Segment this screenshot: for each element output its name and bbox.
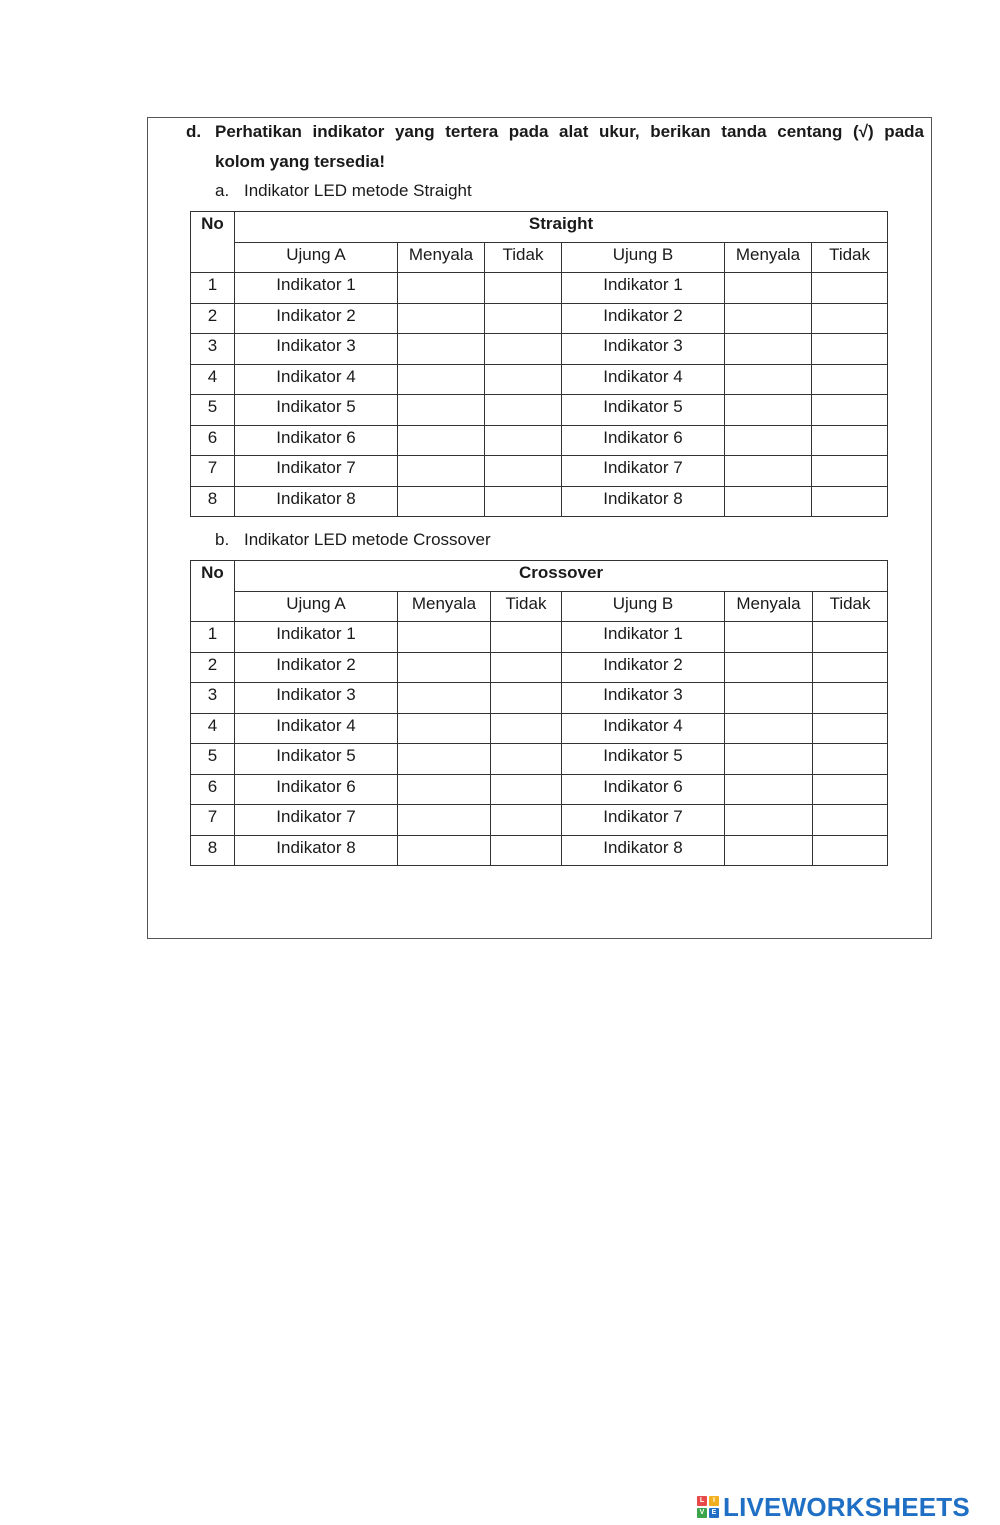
- ujung-b-cell: Indikator 2: [562, 652, 725, 683]
- tidak-b-checkbox-cell[interactable]: [812, 334, 888, 365]
- logo-text: LIVEWORKSHEETS: [723, 1491, 970, 1522]
- tidak-a-checkbox-cell[interactable]: [491, 713, 562, 744]
- col-ujung-a: Ujung A: [235, 242, 398, 273]
- menyala-b-checkbox-cell[interactable]: [725, 774, 813, 805]
- row-number: 3: [191, 334, 235, 365]
- ujung-b-cell: Indikator 7: [562, 805, 725, 836]
- row-number: 8: [191, 486, 235, 517]
- table-row: [191, 364, 888, 395]
- menyala-b-checkbox-cell[interactable]: [725, 683, 813, 714]
- ujung-b-cell: Indikator 7: [562, 456, 725, 487]
- menyala-a-checkbox-cell[interactable]: [398, 395, 485, 426]
- tidak-b-checkbox-cell[interactable]: [813, 744, 888, 775]
- menyala-b-checkbox-cell[interactable]: [725, 456, 812, 487]
- table-row: [191, 334, 888, 365]
- section-a-marker: a.: [215, 181, 230, 200]
- col-tidak-b: Tidak: [813, 591, 888, 622]
- menyala-a-checkbox-cell[interactable]: [398, 835, 491, 866]
- menyala-b-checkbox-cell[interactable]: [725, 395, 812, 426]
- menyala-a-checkbox-cell[interactable]: [398, 805, 491, 836]
- table-row: [191, 273, 888, 304]
- menyala-b-checkbox-cell[interactable]: [725, 364, 812, 395]
- ujung-b-cell: Indikator 5: [562, 395, 725, 426]
- table-row: [191, 456, 888, 487]
- ujung-a-cell: Indikator 8: [235, 486, 398, 517]
- row-number: 2: [191, 303, 235, 334]
- tidak-a-checkbox-cell[interactable]: [485, 364, 562, 395]
- table-row: [191, 652, 888, 683]
- ujung-a-cell: Indikator 7: [235, 456, 398, 487]
- tidak-a-checkbox-cell[interactable]: [491, 652, 562, 683]
- row-number: 5: [191, 395, 235, 426]
- ujung-b-cell: Indikator 2: [562, 303, 725, 334]
- menyala-a-checkbox-cell[interactable]: [398, 303, 485, 334]
- tidak-b-checkbox-cell[interactable]: [812, 425, 888, 456]
- table-row: [191, 303, 888, 334]
- logo-mark-letter: E: [709, 1508, 719, 1518]
- tidak-a-checkbox-cell[interactable]: [491, 683, 562, 714]
- tidak-b-checkbox-cell[interactable]: [813, 683, 888, 714]
- col-menyala-b: Menyala: [725, 591, 813, 622]
- table-row: [191, 805, 888, 836]
- straight-group-header: Straight: [235, 212, 888, 243]
- col-tidak-a: Tidak: [491, 591, 562, 622]
- tidak-a-checkbox-cell[interactable]: [485, 273, 562, 304]
- ujung-b-cell: Indikator 6: [562, 774, 725, 805]
- table-row: [191, 835, 888, 866]
- menyala-b-checkbox-cell[interactable]: [725, 303, 812, 334]
- menyala-a-checkbox-cell[interactable]: [398, 364, 485, 395]
- no-header: No: [191, 561, 235, 622]
- table-row: [191, 395, 888, 426]
- menyala-a-checkbox-cell[interactable]: [398, 652, 491, 683]
- row-number: 4: [191, 364, 235, 395]
- logo-mark-letter: I: [709, 1496, 719, 1506]
- menyala-b-checkbox-cell[interactable]: [725, 713, 813, 744]
- col-ujung-b: Ujung B: [562, 242, 725, 273]
- section-b-title: Indikator LED metode Crossover: [244, 530, 491, 549]
- tidak-a-checkbox-cell[interactable]: [485, 425, 562, 456]
- menyala-b-checkbox-cell[interactable]: [725, 835, 813, 866]
- tidak-a-checkbox-cell[interactable]: [491, 805, 562, 836]
- section-b-heading: [215, 530, 491, 550]
- row-number: 1: [191, 622, 235, 653]
- ujung-b-cell: Indikator 3: [562, 334, 725, 365]
- tidak-b-checkbox-cell[interactable]: [813, 652, 888, 683]
- menyala-a-checkbox-cell[interactable]: [398, 273, 485, 304]
- menyala-a-checkbox-cell[interactable]: [398, 456, 485, 487]
- ujung-b-cell: Indikator 1: [562, 273, 725, 304]
- instruction-line-2: kolom yang tersedia!: [215, 152, 386, 171]
- tidak-a-checkbox-cell[interactable]: [485, 334, 562, 365]
- table-row: [191, 774, 888, 805]
- ujung-a-cell: Indikator 6: [235, 774, 398, 805]
- ujung-a-cell: Indikator 4: [235, 364, 398, 395]
- tidak-a-checkbox-cell[interactable]: [485, 303, 562, 334]
- ujung-b-cell: Indikator 8: [562, 835, 725, 866]
- instruction-marker: d.: [186, 122, 202, 141]
- tidak-a-checkbox-cell[interactable]: [491, 774, 562, 805]
- ujung-b-cell: Indikator 3: [562, 683, 725, 714]
- ujung-a-cell: Indikator 4: [235, 713, 398, 744]
- table-row: [191, 622, 888, 653]
- no-header: No: [191, 212, 235, 273]
- menyala-a-checkbox-cell[interactable]: [398, 622, 491, 653]
- ujung-a-cell: Indikator 8: [235, 835, 398, 866]
- col-menyala-a: Menyala: [398, 242, 485, 273]
- menyala-a-checkbox-cell[interactable]: [398, 334, 485, 365]
- ujung-b-cell: Indikator 8: [562, 486, 725, 517]
- menyala-a-checkbox-cell[interactable]: [398, 683, 491, 714]
- row-number: 4: [191, 713, 235, 744]
- tidak-a-checkbox-cell[interactable]: [485, 395, 562, 426]
- menyala-a-checkbox-cell[interactable]: [398, 486, 485, 517]
- menyala-b-checkbox-cell[interactable]: [725, 805, 813, 836]
- tidak-b-checkbox-cell[interactable]: [812, 486, 888, 517]
- ujung-b-cell: Indikator 5: [562, 744, 725, 775]
- column-header-row: [191, 591, 888, 622]
- tidak-b-checkbox-cell[interactable]: [812, 273, 888, 304]
- tidak-b-checkbox-cell[interactable]: [812, 364, 888, 395]
- ujung-a-cell: Indikator 2: [235, 303, 398, 334]
- menyala-b-checkbox-cell[interactable]: [725, 744, 813, 775]
- instruction-line-1: Perhatikan indikator yang tertera pada alat ukur, berikan tanda centang (√) pada: [215, 122, 924, 141]
- ujung-a-cell: Indikator 2: [235, 652, 398, 683]
- row-number: 7: [191, 805, 235, 836]
- ujung-a-cell: Indikator 3: [235, 334, 398, 365]
- ujung-b-cell: Indikator 1: [562, 622, 725, 653]
- ujung-a-cell: Indikator 3: [235, 683, 398, 714]
- logo-mark-letter: V: [697, 1508, 707, 1518]
- menyala-a-checkbox-cell[interactable]: [398, 774, 491, 805]
- row-number: 7: [191, 456, 235, 487]
- row-number: 6: [191, 425, 235, 456]
- section-b-marker: b.: [215, 530, 230, 549]
- ujung-a-cell: Indikator 5: [235, 744, 398, 775]
- ujung-b-cell: Indikator 4: [562, 364, 725, 395]
- ujung-a-cell: Indikator 5: [235, 395, 398, 426]
- menyala-b-checkbox-cell[interactable]: [725, 334, 812, 365]
- row-number: 1: [191, 273, 235, 304]
- ujung-a-cell: Indikator 7: [235, 805, 398, 836]
- tidak-b-checkbox-cell[interactable]: [813, 805, 888, 836]
- menyala-b-checkbox-cell[interactable]: [725, 486, 812, 517]
- col-ujung-b: Ujung B: [562, 591, 725, 622]
- tidak-b-checkbox-cell[interactable]: [812, 303, 888, 334]
- col-tidak-b: Tidak: [812, 242, 888, 273]
- row-number: 8: [191, 835, 235, 866]
- tidak-b-checkbox-cell[interactable]: [813, 622, 888, 653]
- table-row: [191, 713, 888, 744]
- menyala-b-checkbox-cell[interactable]: [725, 652, 813, 683]
- tidak-b-checkbox-cell[interactable]: [813, 774, 888, 805]
- liveworksheets-logo: [697, 1492, 970, 1522]
- crossover-table: [190, 560, 888, 866]
- menyala-b-checkbox-cell[interactable]: [725, 622, 813, 653]
- col-menyala-b: Menyala: [725, 242, 812, 273]
- section-a-heading: [215, 181, 472, 201]
- table-row: [191, 744, 888, 775]
- col-menyala-a: Menyala: [398, 591, 491, 622]
- col-ujung-a: Ujung A: [235, 591, 398, 622]
- logo-mark-letter: L: [697, 1496, 707, 1506]
- menyala-a-checkbox-cell[interactable]: [398, 713, 491, 744]
- crossover-group-header: Crossover: [235, 561, 888, 592]
- row-number: 6: [191, 774, 235, 805]
- row-number: 5: [191, 744, 235, 775]
- tidak-b-checkbox-cell[interactable]: [812, 456, 888, 487]
- table-row: [191, 486, 888, 517]
- ujung-a-cell: Indikator 1: [235, 622, 398, 653]
- column-header-row: [191, 242, 888, 273]
- tidak-b-checkbox-cell[interactable]: [813, 713, 888, 744]
- menyala-b-checkbox-cell[interactable]: [725, 425, 812, 456]
- tidak-b-checkbox-cell[interactable]: [813, 835, 888, 866]
- row-number: 3: [191, 683, 235, 714]
- ujung-a-cell: Indikator 6: [235, 425, 398, 456]
- menyala-a-checkbox-cell[interactable]: [398, 425, 485, 456]
- tidak-a-checkbox-cell[interactable]: [491, 835, 562, 866]
- straight-table: [190, 211, 888, 517]
- tidak-a-checkbox-cell[interactable]: [485, 486, 562, 517]
- row-number: 2: [191, 652, 235, 683]
- ujung-b-cell: Indikator 6: [562, 425, 725, 456]
- ujung-b-cell: Indikator 4: [562, 713, 725, 744]
- tidak-a-checkbox-cell[interactable]: [485, 456, 562, 487]
- tidak-a-checkbox-cell[interactable]: [491, 744, 562, 775]
- section-a-title: Indikator LED metode Straight: [244, 181, 472, 200]
- table-row: [191, 683, 888, 714]
- logo-mark-icon: [697, 1496, 719, 1518]
- col-tidak-a: Tidak: [485, 242, 562, 273]
- tidak-b-checkbox-cell[interactable]: [812, 395, 888, 426]
- menyala-a-checkbox-cell[interactable]: [398, 744, 491, 775]
- tidak-a-checkbox-cell[interactable]: [491, 622, 562, 653]
- table-row: [191, 425, 888, 456]
- ujung-a-cell: Indikator 1: [235, 273, 398, 304]
- menyala-b-checkbox-cell[interactable]: [725, 273, 812, 304]
